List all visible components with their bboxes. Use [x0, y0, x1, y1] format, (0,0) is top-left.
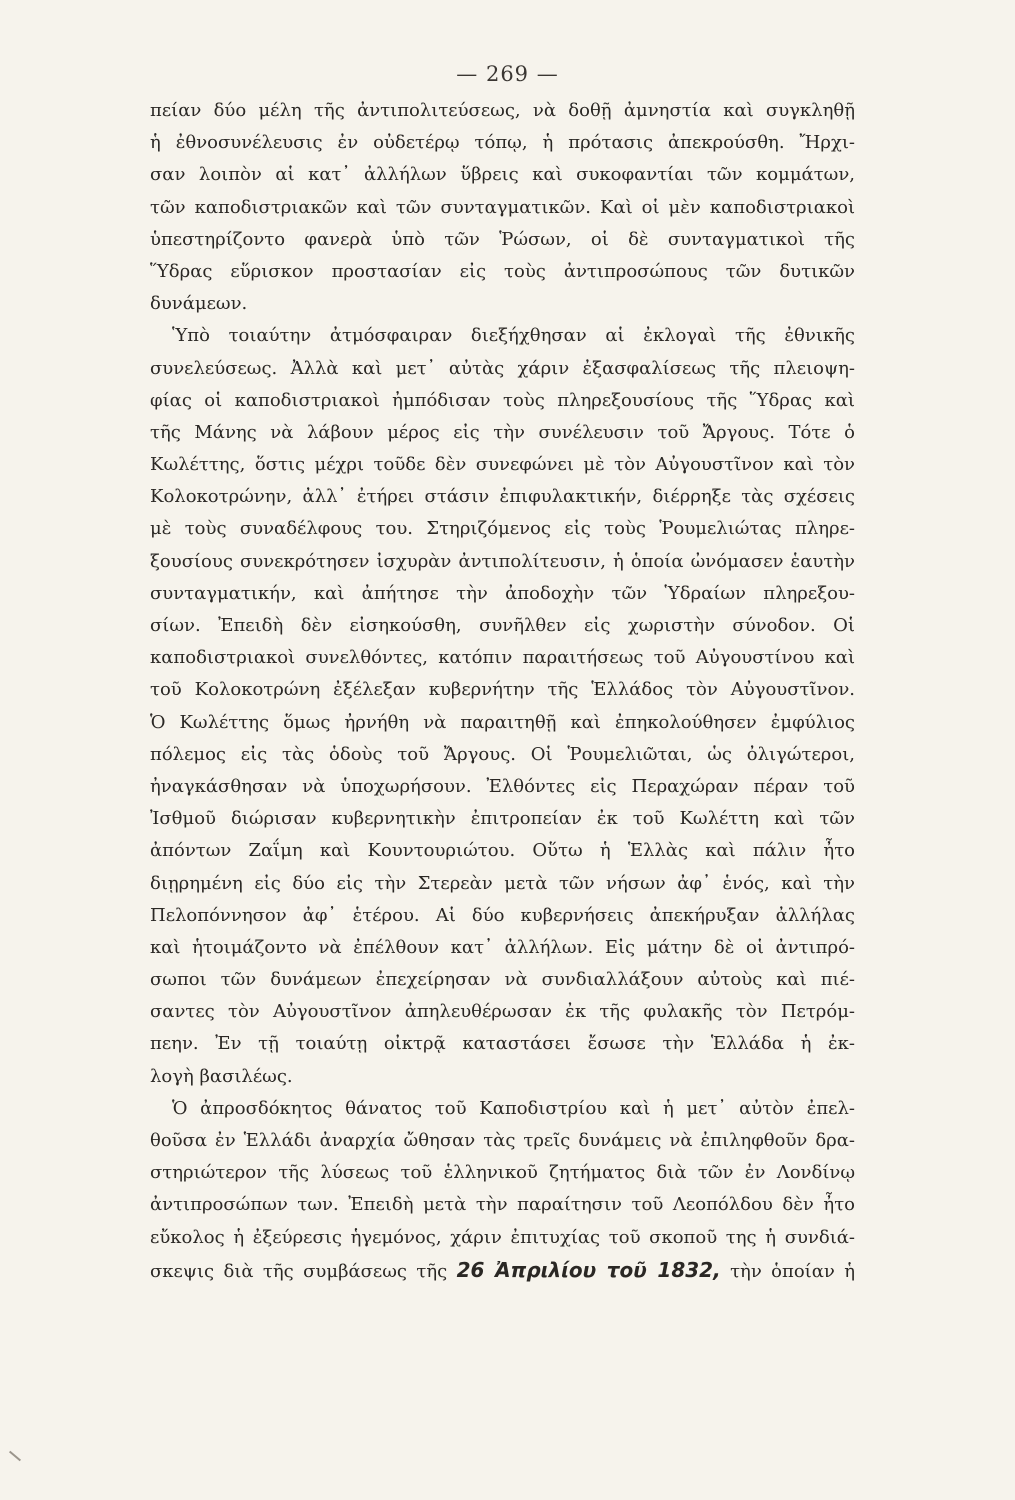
text-line: πείαν δύο μέλη τῆς ἀντιπολιτεύσεως, νὰ δοθῇ ἀμνηστία καὶ συγκληθῇ — [150, 100, 855, 121]
text-line: διῃρημένη εἰς δύο εἰς τὴν Στερεὰν μετὰ τῶν νήσων ἀφ᾿ ἑνός, καὶ τὴν — [150, 872, 855, 894]
text-line: ἀπόντων Ζαΐμη καὶ Κουντουριώτου. Οὕτω ἡ Ἑλλὰς καὶ πάλιν ἦτο — [150, 840, 855, 862]
last-line-text: σκεψις διὰ τῆς συμβάσεως τῆς — [150, 1260, 448, 1282]
paragraph-start-line: Ὁ ἀπροσδόκητος θάνατος τοῦ Καποδιστρίου καὶ ἡ μετ᾿ αὐτὸν ἐπελ- — [172, 1097, 855, 1119]
last-line-tail: τὴν ὁποίαν ἡ — [730, 1260, 855, 1282]
text-line: ἡ ἐθνοσυνέλευσις ἐν οὐδετέρῳ τόπῳ, ἡ πρότασις ἀπεκρούσθη. Ἤρχι- — [150, 132, 855, 154]
text-line: ξουσίους συνεκρότησεν ἰσχυρὰν ἀντιπολίτευσιν, ἡ ὁποία ὠνόμασεν ἑαυτὴν — [150, 550, 855, 572]
text-line: σαν λοιπὸν αἱ κατ᾿ ἀλλήλων ὕβρεις καὶ συκοφαντίαι τῶν κομμάτων, — [150, 164, 855, 186]
text-line: ὑπεστηρίζοντο φανερὰ ὑπὸ τῶν Ῥώσων, οἱ δὲ συνταγματικοὶ τῆς — [150, 228, 855, 250]
text-line: λογὴ βασιλέως. — [150, 1065, 293, 1087]
margin-mark — [9, 1451, 21, 1462]
paragraph-start-line: Ὑπὸ τοιαύτην ἀτμόσφαιραν διεξήχθησαν αἱ ἐκλογαὶ τῆς ἐθνικῆς — [172, 325, 855, 347]
date-emphasis: 26 Ἀπριλίου τοῦ 1832, — [456, 1257, 721, 1282]
text-line: θοῦσα ἐν Ἑλλάδι ἀναρχία ὤθησαν τὰς τρεῖς δυνάμεις νὰ ἐπιληφθοῦν δρα- — [150, 1130, 855, 1151]
text-line: Κολοκοτρώνην, ἀλλ᾿ ἐτήρει στάσιν ἐπιφυλακτικήν, διέρρηξε τὰς σχέσεις — [150, 486, 855, 508]
text-line: σαντες τὸν Αὐγουστῖνον ἀπηλευθέρωσαν ἐκ τῆς φυλακῆς τὸν Πετρόμ- — [150, 1001, 855, 1023]
text-line: πόλεμος εἰς τὰς ὁδοὺς τοῦ Ἄργους. Οἱ Ῥουμελιῶται, ὡς ὀλιγώτεροι, — [150, 743, 855, 765]
text-line: Πελοπόννησον ἀφ᾿ ἑτέρου. Αἱ δύο κυβερνήσεις ἀπεκήρυξαν ἀλλήλας — [150, 904, 855, 926]
text-line: μὲ τοὺς συναδέλφους του. Στηριζόμενος εἰς τοὺς Ῥουμελιώτας πληρε- — [150, 518, 855, 540]
page-number: — 269 — — [456, 62, 559, 86]
text-line: τῆς Μάνης νὰ λάβουν μέρος εἰς τὴν συνέλευσιν τοῦ Ἄργους. Τότε ὁ — [150, 421, 855, 443]
text-line: τοῦ Κολοκοτρώνη ἐξέλεξαν κυβερνήτην τῆς Ἑλλάδος τὸν Αὐγουστῖνον. — [150, 679, 855, 701]
text-line: φίας οἱ καποδιστριακοὶ ἠμπόδισαν τοὺς πληρεξουσίους τῆς Ὕδρας καὶ — [150, 389, 855, 411]
text-line: Κωλέττης, ὅστις μέχρι τοῦδε δὲν συνεφώνει μὲ τὸν Αὐγουστῖνον καὶ τὸν — [150, 454, 855, 476]
text-line: εὔκολος ἡ ἐξεύρεσις ἡγεμόνος, χάριν ἐπιτυχίας τοῦ σκοποῦ της ἡ συνδιά- — [150, 1226, 855, 1248]
text-line: ἠναγκάσθησαν νὰ ὑποχωρήσουν. Ἐλθόντες εἰς Περαχώραν πέραν τοῦ — [150, 775, 855, 797]
text-line: Ἰσθμοῦ διώρισαν κυβερνητικὴν ἐπιτροπείαν ἐκ τοῦ Κωλέττη καὶ τῶν — [150, 808, 855, 830]
text-line: καὶ ἡτοιμάζοντο νὰ ἐπέλθουν κατ᾿ ἀλλήλων. Εἰς μάτην δὲ οἱ ἀντιπρό- — [150, 936, 855, 958]
text-line: Ὕδρας εὕρισκον προστασίαν εἰς τοὺς ἀντιπροσώπους τῶν δυτικῶν — [150, 260, 855, 282]
text-line: σίων. Ἐπειδὴ δὲν εἰσηκούσθη, συνῆλθεν εἰς χωριστὴν σύνοδον. Οἱ — [150, 615, 855, 636]
text-line: ἀντιπροσώπων των. Ἐπειδὴ μετὰ τὴν παραίτησιν τοῦ Λεοπόλδου δὲν ἦτο — [150, 1194, 855, 1216]
body-text — [150, 95, 855, 1286]
text-line: στηριώτερον τῆς λύσεως τοῦ ἑλληνικοῦ ζητήματος διὰ τῶν ἐν Λονδίνῳ — [150, 1162, 855, 1184]
text-line: συνταγματικήν, καὶ ἀπήτησε τὴν ἀποδοχὴν τῶν Ὑδραίων πληρεξου- — [150, 582, 855, 604]
text-line: καποδιστριακοὶ συνελθόντες, κατόπιν παραιτήσεως τοῦ Αὐγουστίνου καὶ — [150, 647, 855, 669]
text-line: δυνάμεων. — [150, 293, 248, 315]
text-line: Ὁ Κωλέττης ὅμως ἠρνήθη νὰ παραιτηθῇ καὶ ἐπηκολούθησεν ἐμφύλιος — [150, 711, 855, 733]
text-line: τῶν καποδιστριακῶν καὶ τῶν συνταγματικῶν. Καὶ οἱ μὲν καποδιστριακοὶ — [150, 196, 855, 218]
text-line: σωποι τῶν δυνάμεων ἐπεχείρησαν νὰ συνδιαλλάξουν αὐτοὺς καὶ πιέ- — [150, 969, 855, 991]
last-text-line — [150, 1254, 855, 1286]
text-line: πεην. Ἐν τῇ τοιαύτῃ οἰκτρᾷ καταστάσει ἔσωσε τὴν Ἑλλάδα ἡ ἐκ- — [150, 1033, 855, 1055]
text-line: συνελεύσεως. Ἀλλὰ καὶ μετ᾿ αὐτὰς χάριν ἐξασφαλίσεως τῆς πλειοψη- — [150, 357, 855, 379]
